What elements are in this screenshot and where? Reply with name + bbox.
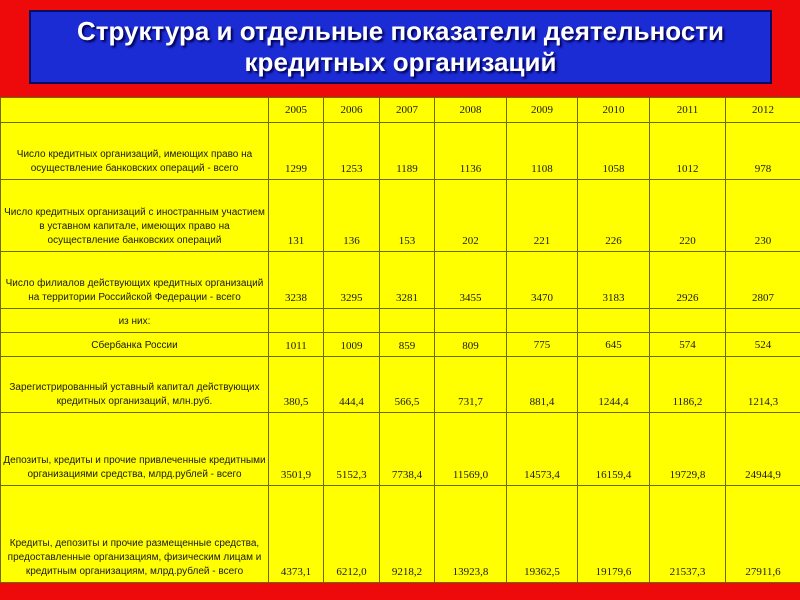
table-cell: 19362,5 [507,486,578,583]
table-cell: 5152,3 [324,413,380,486]
table-row [1,252,800,309]
header-row [1,98,800,123]
table-cell: 19179,6 [578,486,650,583]
year-header: 2005 [269,98,324,123]
table-cell: 859 [380,333,435,357]
table-cell: 2926 [650,252,726,309]
row-label: Число кредитных организаций с иностранным участием в уставном капитале, имеющих право на осуществление банковских операций [1,180,269,252]
table-cell: 4373,1 [269,486,324,583]
table-cell: 19729,8 [650,413,726,486]
table-cell [435,309,507,333]
table-cell: 3501,9 [269,413,324,486]
year-header: 2006 [324,98,380,123]
table-cell: 3238 [269,252,324,309]
table-cell: 136 [324,180,380,252]
table-cell: 226 [578,180,650,252]
table-cell: 21537,3 [650,486,726,583]
table-cell: 1058 [578,123,650,180]
table-cell: 220 [650,180,726,252]
row-label: Число кредитных организаций, имеющих право на осуществление банковских операций - всего [1,123,269,180]
table-cell: 1214,3 [726,357,800,413]
table-cell: 574 [650,333,726,357]
row-label: Сбербанка России [1,333,269,357]
header-empty-cell [1,98,269,123]
table-cell: 202 [435,180,507,252]
row-label: из них: [1,309,269,333]
table-cell: 1253 [324,123,380,180]
table-cell: 221 [507,180,578,252]
table-cell [324,309,380,333]
table-row [1,333,800,357]
title-line-1: Структура и отдельные показатели деятельности [76,16,725,46]
year-header: 2008 [435,98,507,123]
year-header: 2010 [578,98,650,123]
table-cell: 1011 [269,333,324,357]
table-cell: 14573,4 [507,413,578,486]
table-cell: 7738,4 [380,413,435,486]
table-cell: 13923,8 [435,486,507,583]
table-cell: 27911,6 [726,486,800,583]
table-cell: 3295 [324,252,380,309]
table-cell: 566,5 [380,357,435,413]
table-cell: 1136 [435,123,507,180]
table-cell [269,309,324,333]
table-cell: 978 [726,123,800,180]
table-cell [380,309,435,333]
table-cell: 6212,0 [324,486,380,583]
row-label: Депозиты, кредиты и прочие привлеченные кредитными организациями средства, млрд.рублей - всего [1,413,269,486]
table-cell: 16159,4 [578,413,650,486]
table-cell: 1244,4 [578,357,650,413]
table-cell: 3281 [380,252,435,309]
table-cell [650,309,726,333]
table-row [1,413,800,486]
title-banner [29,10,772,84]
year-header: 2011 [650,98,726,123]
table-cell [507,309,578,333]
table-cell: 380,5 [269,357,324,413]
table-cell: 3455 [435,252,507,309]
table-cell: 645 [578,333,650,357]
row-label: Число филиалов действующих кредитных организаций на территории Российской Федерации - всего [1,252,269,309]
table-cell: 11569,0 [435,413,507,486]
table-cell: 24944,9 [726,413,800,486]
table-cell: 524 [726,333,800,357]
table-cell: 809 [435,333,507,357]
table-cell [578,309,650,333]
table-row [1,486,800,583]
year-header: 2012 [726,98,800,123]
table-row [1,180,800,252]
table-cell: 881,4 [507,357,578,413]
row-label: Кредиты, депозиты и прочие размещенные средства, предоставленные организациям, физическим лицам и кредитным организациям, млрд.рублей - всего [1,486,269,583]
year-header: 2009 [507,98,578,123]
table-cell: 1012 [650,123,726,180]
table-cell: 9218,2 [380,486,435,583]
table-cell: 2807 [726,252,800,309]
table-row [1,357,800,413]
title-line-2: кредитных организаций [244,47,557,77]
table-cell: 230 [726,180,800,252]
indicators-table [0,97,800,583]
table-cell: 153 [380,180,435,252]
year-header: 2007 [380,98,435,123]
table-cell: 1009 [324,333,380,357]
table-cell: 775 [507,333,578,357]
table-cell: 1299 [269,123,324,180]
table-row [1,123,800,180]
table-row [1,309,800,333]
row-label: Зарегистрированный уставный капитал действующих кредитных организаций, млн.руб. [1,357,269,413]
table-cell: 444,4 [324,357,380,413]
table-cell: 1108 [507,123,578,180]
table-cell: 3183 [578,252,650,309]
table-cell: 1189 [380,123,435,180]
table-cell: 731,7 [435,357,507,413]
table-cell: 1186,2 [650,357,726,413]
table-cell: 131 [269,180,324,252]
table-cell [726,309,800,333]
table-cell: 3470 [507,252,578,309]
